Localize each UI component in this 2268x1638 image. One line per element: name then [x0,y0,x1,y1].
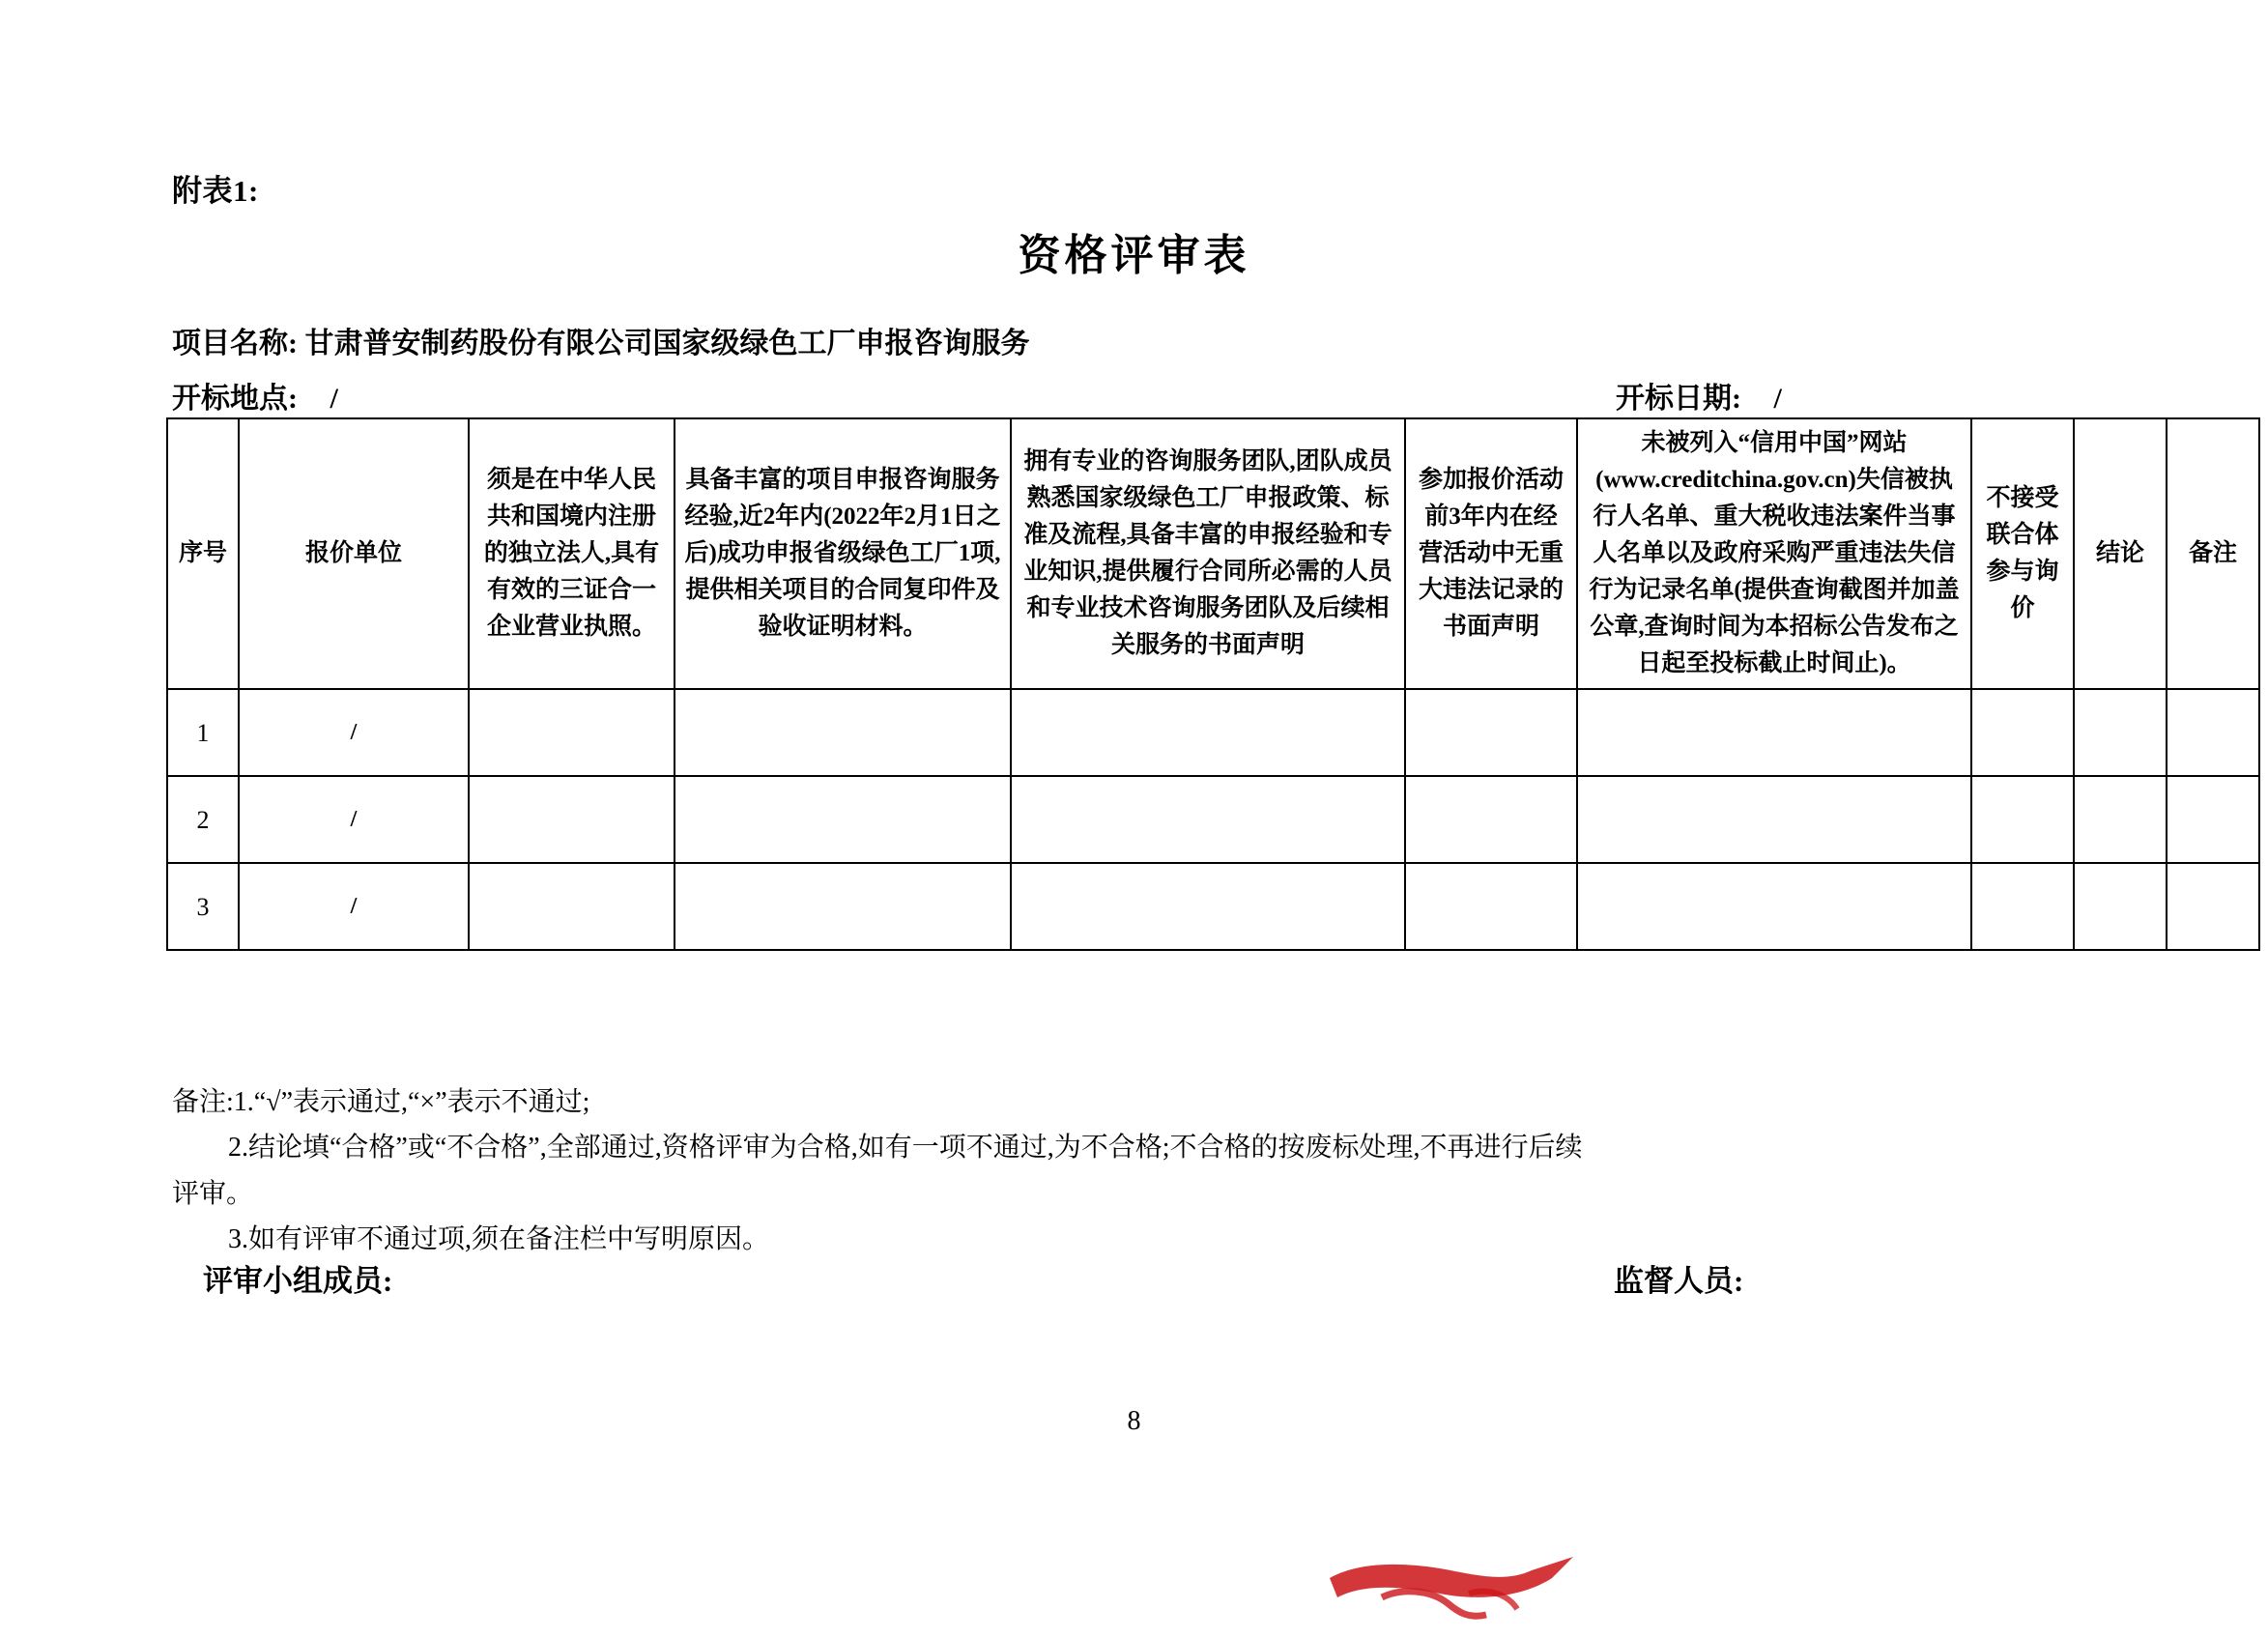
cell-credit-china[interactable] [1577,776,1971,863]
cell-unit[interactable]: / [239,776,469,863]
cell-remark[interactable] [2167,776,2259,863]
header-seq: 序号 [167,418,239,689]
bid-open-date-value: / [1773,383,1782,415]
note-line-3: 3.如有评审不通过项,须在备注栏中写明原因。 [228,1224,770,1255]
header-operation-record: 参加报价活动前3年内在经营活动中无重大违法记录的书面声明 [1405,418,1577,689]
cell-credit-china[interactable] [1577,863,1971,950]
cell-experience[interactable] [675,776,1011,863]
supervisor-label: 监督人员: [1614,1264,1744,1298]
page-number: 8 [1127,1406,1141,1436]
note-line-2: 2.结论填“合格”或“不合格”,全部通过,资格评审为合格,如有一项不通过,为不合格;不合格的按废标处理,不再进行后续 [228,1133,1583,1164]
header-legal-entity: 须是在中华人民共和国境内注册的独立法人,具有有效的三证合一企业营业执照。 [469,418,675,689]
notes-block [172,1080,2114,1263]
cell-conclusion[interactable] [2074,863,2167,950]
header-experience: 具备丰富的项目申报咨询服务经验,近2年内(2022年2月1日之后)成功申报省级绿色工厂1项,提供相关项目的合同复印件及验收证明材料。 [675,418,1011,689]
cell-legal-entity[interactable] [469,689,675,776]
cell-seq: 3 [167,863,239,950]
cell-no-consortium[interactable] [1971,689,2074,776]
cell-unit[interactable]: / [239,863,469,950]
table-row [167,776,2259,863]
cell-operation-record[interactable] [1405,776,1577,863]
table-header-row [167,418,2259,689]
cell-remark[interactable] [2167,863,2259,950]
cell-operation-record[interactable] [1405,689,1577,776]
cell-no-consortium[interactable] [1971,863,2074,950]
cell-experience[interactable] [675,689,1011,776]
header-unit: 报价单位 [239,418,469,689]
cell-conclusion[interactable] [2074,689,2167,776]
header-team: 拥有专业的咨询服务团队,团队成员熟悉国家级绿色工厂申报政策、标准及流程,具备丰富的申报经验和专业知识,提供履行合同所必需的人员和专业技术咨询服务团队及后续相关服务的书面声明 [1011,418,1405,689]
cell-no-consortium[interactable] [1971,776,2074,863]
cell-legal-entity[interactable] [469,863,675,950]
cell-team[interactable] [1011,776,1405,863]
bid-open-date-field [1616,374,1782,417]
review-panel-label: 评审小组成员: [203,1264,393,1298]
qualification-review-table [166,417,2260,951]
cell-unit[interactable]: / [239,689,469,776]
bid-open-date-label: 开标日期: [1616,383,1741,415]
header-credit-china: 未被列入“信用中国”网站(www.creditchina.gov.cn)失信被执行人名单、重大税收违法案件当事人名单以及政府采购严重违法失信行为记录名单(提供查询截图并加盖公章,查询时间为本招标公告发布之日起至投标截止时间止)。 [1577,418,1971,689]
cell-seq: 2 [167,776,239,863]
cell-experience[interactable] [675,863,1011,950]
cell-team[interactable] [1011,863,1405,950]
cell-remark[interactable] [2167,689,2259,776]
note-line-2-cont: 评审。 [172,1178,254,1209]
project-name-label: 项目名称: [172,328,298,359]
header-conclusion: 结论 [2074,418,2167,689]
table-row [167,689,2259,776]
note-line-1: 备注:1.“√”表示通过,“×”表示不通过; [172,1087,590,1117]
bid-open-place-label: 开标地点: [172,383,298,415]
bid-open-place-field [172,374,338,417]
cell-legal-entity[interactable] [469,776,675,863]
table-row [167,863,2259,950]
cell-operation-record[interactable] [1405,863,1577,950]
cell-credit-china[interactable] [1577,689,1971,776]
cell-team[interactable] [1011,689,1405,776]
attachment-label: 附表1: [172,174,259,208]
page-title: 资格评审表 [1018,232,1250,279]
project-name-field [172,319,1030,361]
project-name-value: 甘肃普安制药股份有限公司国家级绿色工厂申报咨询服务 [304,328,1030,359]
red-seal-stamp [1324,1551,1585,1638]
cell-conclusion[interactable] [2074,776,2167,863]
cell-seq: 1 [167,689,239,776]
bid-open-place-value: / [330,383,338,415]
header-no-consortium: 不接受联合体参与询价 [1971,418,2074,689]
header-remark: 备注 [2167,418,2259,689]
